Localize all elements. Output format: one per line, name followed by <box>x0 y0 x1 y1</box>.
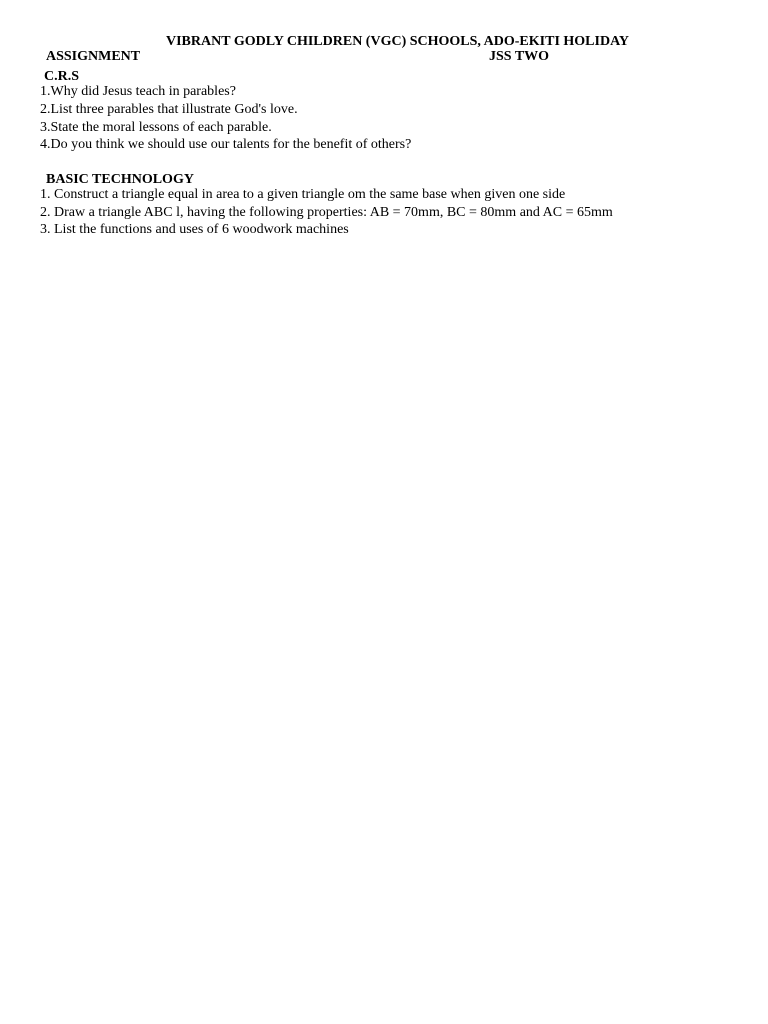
crs-question: 3.State the moral lessons of each parable. <box>40 120 272 135</box>
basic-technology-question: 1. Construct a triangle equal in area to a given triangle om the same base when given one side <box>40 187 566 202</box>
basic-technology-question: 3. List the functions and uses of 6 woodwork machines <box>40 222 349 237</box>
document-title: VIBRANT GODLY CHILDREN (VGC) SCHOOLS, ADO-EKITI HOLIDAY <box>166 34 629 49</box>
crs-question: 1.Why did Jesus teach in parables? <box>40 84 236 99</box>
crs-heading: C.R.S <box>44 69 80 84</box>
document-title-continued: ASSIGNMENT <box>46 49 141 64</box>
crs-question: 4.Do you think we should use our talents for the benefit of others? <box>40 137 412 152</box>
basic-technology-question: 2. Draw a triangle ABC l, having the following properties: AB = 70mm, BC = 80mm and AC = 65mm <box>40 205 613 220</box>
crs-question: 2.List three parables that illustrate God's love. <box>40 102 298 117</box>
basic-technology-heading: BASIC TECHNOLOGY <box>46 172 194 187</box>
class-label: JSS TWO <box>489 49 550 64</box>
